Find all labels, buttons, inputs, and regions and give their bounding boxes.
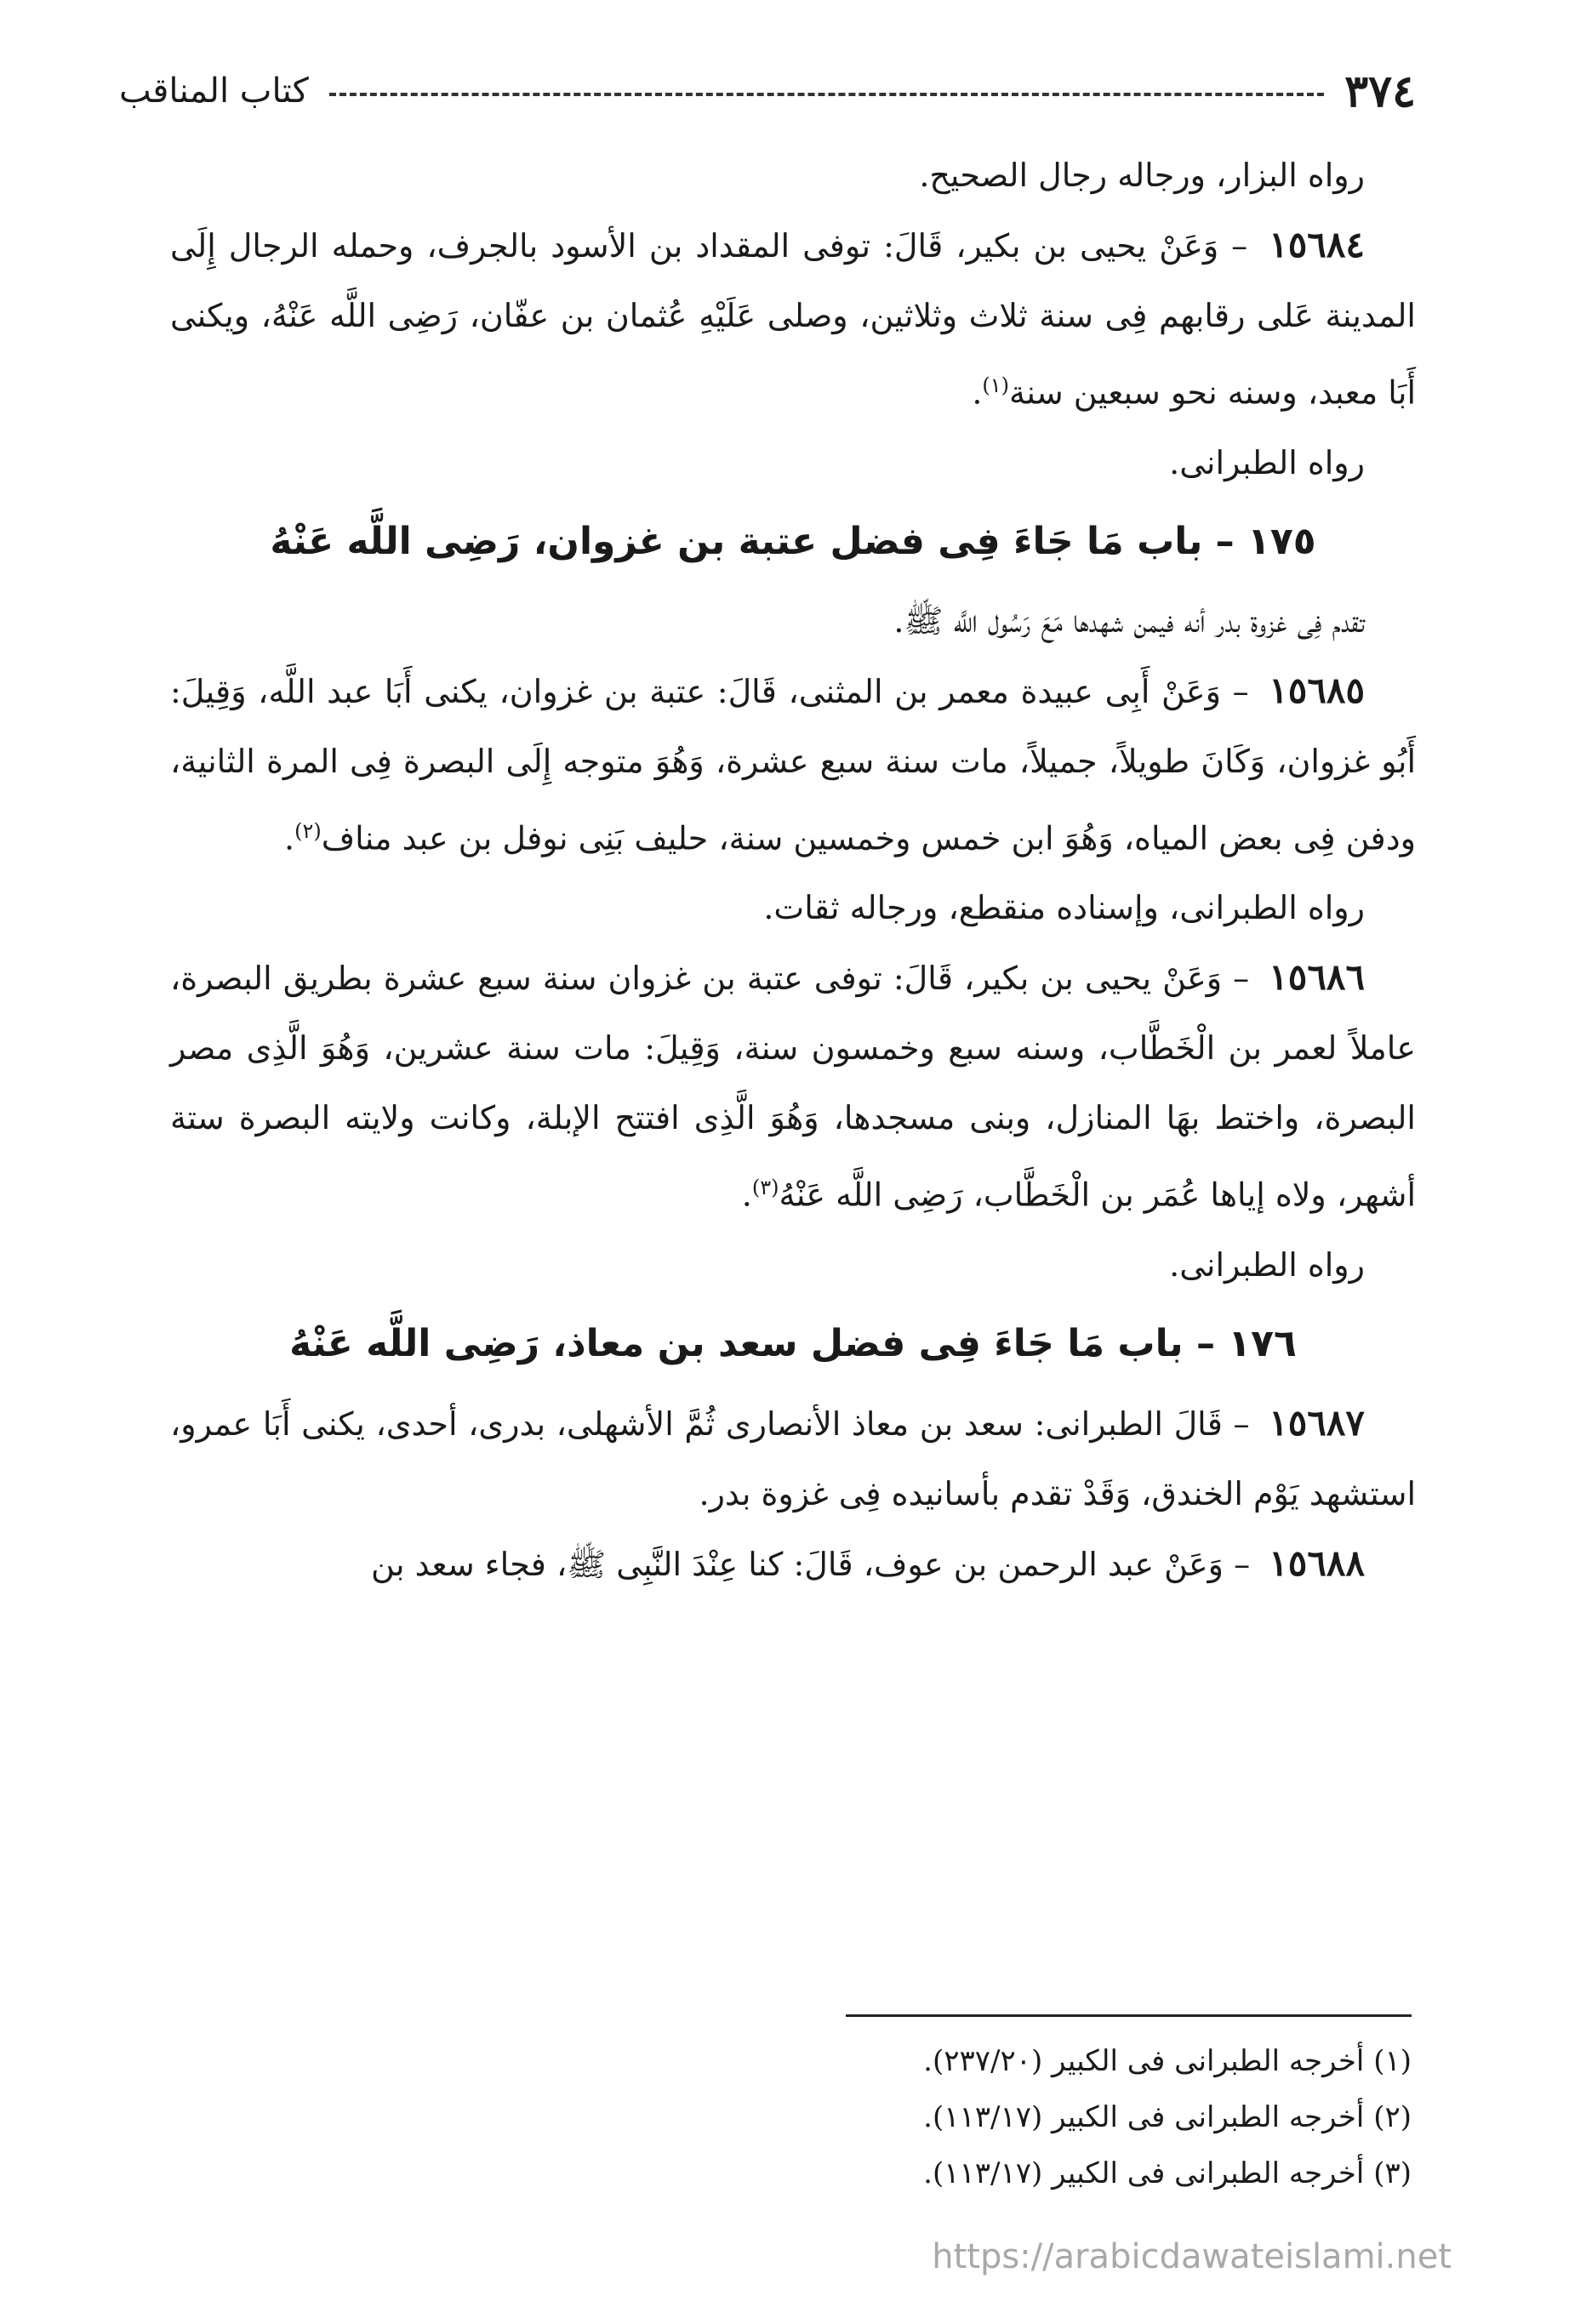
hadith-text: – وَعَنْ يحيى بن بكير، قَالَ: توفى عتبة بن غزوان سنة سبع عشرة بطريق البصرة، عاملاً لعمر بن الْخَطَّاب، وسنه سبع وخمسون سنة، وَقِيلَ: مات سنة عشرين، وَهُوَ الَّذِى مصر البصرة، واختط بهَا المنازل، وبنى مسجدها، وَهُوَ الَّذِى افتتح الإبلة، وكانت ولايته البصرة ستة أشهر، ولاه إياها عُمَر بن الْخَطَّاب، رَضِى اللَّه عَنْهُ — [170, 960, 1416, 1214]
narration-note: رواه الطبرانى، وإسناده منقطع، ورجاله ثقات. — [763, 889, 1365, 927]
hadith-text: – قَالَ الطبرانى: سعد بن معاذ الأنصارى ثُمَّ الأشهلى، بدرى، أحدى، يكنى أَبَا عمرو، استشهد يَوْم الخندق، وَقَدْ تقدم بأسانيده فِى غزوة بدر. — [170, 1404, 1416, 1512]
footnote-ref[interactable]: (٣) — [751, 1176, 779, 1200]
page-number: ٣٧٤ — [1344, 65, 1416, 117]
footnote-item: (٣) أخرجه الطبرانى فى الكبير (١١٣/١٧). — [923, 2156, 1412, 2190]
hadith-15684 — [170, 210, 1416, 428]
hadith-text: – وَعَنْ أَبِى عبيدة معمر بن المثنى، قَالَ: عتبة بن غزوان، يكنى أَبَا عبد اللَّه، وَقِيلَ: أَبُو غزوان، وَكَانَ طويلاً، جميلاً، مات سنة سبع عشرة، وَهُوَ متوجه إِلَى البصرة فِى المرة الثانية، ودفن فِى بعض المياه، وَهُوَ ابن خمس وخمسين سنة، حليف بَنِى نوفل بن عبد مناف — [170, 672, 1416, 857]
chapter-intro: تقدم فِى غزوة بدر أنه فيمن شهدها مَعَ رَسُول اللَّه ﷺ. — [893, 601, 1365, 640]
site-watermark: https://arabicdawateislami.net — [932, 2237, 1452, 2276]
footnote-item: (٢) أخرجه الطبرانى فى الكبير (١١٣/١٧). — [923, 2100, 1412, 2134]
hadith-number: ١٥٦٨٦ — [1269, 956, 1365, 999]
footnote-item: (١) أخرجه الطبرانى فى الكبير (٢٣٧/٢٠). — [923, 2044, 1412, 2078]
hadith-15687 — [170, 1388, 1416, 1529]
hadith-end: . — [741, 1176, 752, 1214]
hadith-number: ١٥٦٨٥ — [1269, 669, 1365, 711]
main-text — [170, 140, 1416, 1599]
footnote-separator — [846, 2014, 1412, 2017]
header-dashed-rule — [329, 93, 1324, 96]
narration-note: رواه البزار، ورجاله رجال الصحيح. — [919, 157, 1365, 194]
hadith-number: ١٥٦٨٧ — [1269, 1401, 1365, 1444]
chapter-heading-176: ١٧٦ – باب مَا جَاءَ فِى فضل سعد بن معاذ، رَضِى اللَّه عَنْهُ — [289, 1321, 1297, 1365]
footnotes — [646, 2033, 1412, 2202]
footnote-ref[interactable]: (١) — [982, 373, 1010, 397]
footnote-ref[interactable]: (٢) — [294, 818, 322, 843]
hadith-15685 — [170, 656, 1416, 874]
narration-note: رواه الطبرانى. — [1169, 443, 1365, 481]
hadith-15688 — [170, 1529, 1416, 1599]
hadith-end: . — [284, 819, 295, 857]
hadith-15686 — [170, 943, 1416, 1230]
book-title: كتاب المناقب — [119, 71, 309, 111]
hadith-number: ١٥٦٨٨ — [1269, 1541, 1365, 1584]
hadith-end: . — [972, 373, 983, 412]
chapter-heading-175: ١٧٥ – باب مَا جَاءَ فِى فضل عتبة بن غزوان، رَضِى اللَّه عَنْهُ — [270, 519, 1316, 563]
hadith-text: – وَعَنْ يحيى بن بكير، قَالَ: توفى المقداد بن الأسود بالجرف، وحمله الرجال إِلَى المدينة عَلى رقابهم فِى سنة ثلاث وثلاثين، وصلى عَلَيْهِ عُثمان بن عفّان، رَضِى اللَّه عَنْهُ، ويكنى أَبَا معبد، وسنه نحو سبعين سنة — [170, 227, 1416, 412]
narration-note: رواه الطبرانى. — [1169, 1245, 1365, 1284]
hadith-text: – وَعَنْ عبد الرحمن بن عوف، قَالَ: كنا عِنْدَ النَّبِى ﷺ، فجاء سعد بن — [371, 1545, 1251, 1583]
running-header — [119, 61, 1416, 121]
hadith-number: ١٥٦٨٤ — [1269, 224, 1365, 265]
